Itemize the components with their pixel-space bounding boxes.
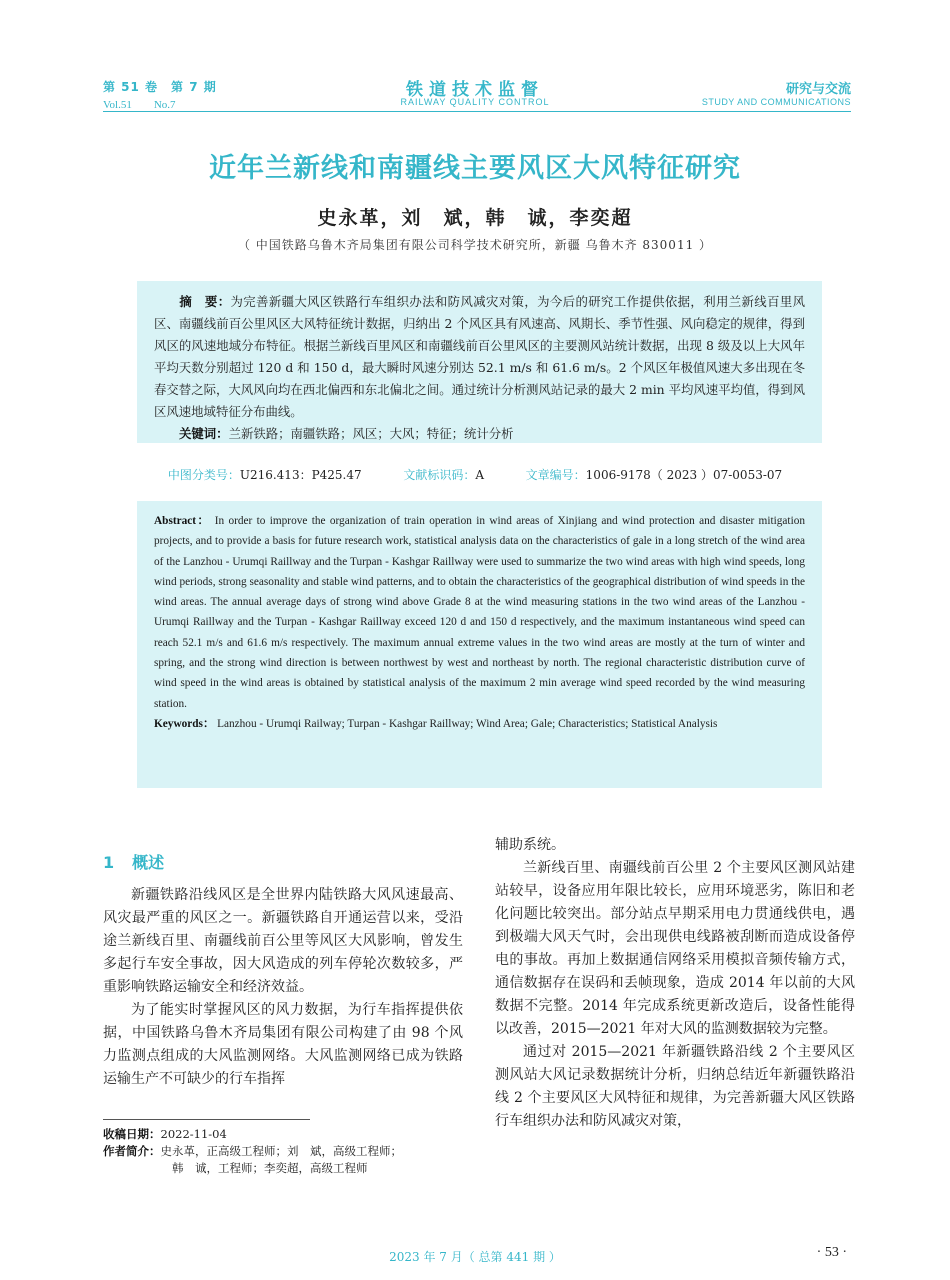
paragraph: 新疆铁路沿线风区是全世界内陆铁路大风风速最高、风灾最严重的风区之一。新疆铁路自开通运营以来，受沿途兰新线百里、南疆线前百公里等风区大风影响，曾发生多起行车安全事故，因大风造成的列车停轮次数较多，严重影响铁路运输安全和经济效益。 <box>103 887 463 995</box>
author-bio-line2: 韩 诚，工程师；李奕超，高级工程师 <box>172 1161 368 1175</box>
section-title: 概述 <box>132 853 165 872</box>
paragraph: 通过对 2015—2021 年新疆铁路沿线 2 个主要风区测风站大风记录数据统计分析，归纳总结近年新疆铁路沿线 2 个主要风区大风特征和规律，为完善新疆大风区铁路行车组织办法和防风减灾对策， <box>495 1044 855 1129</box>
received-value: 2022-11-04 <box>160 1127 227 1141</box>
header-divider <box>103 111 851 112</box>
affiliation: （ 中国铁路乌鲁木齐局集团有限公司科学技术研究所，新疆 乌鲁木齐 830011 ） <box>237 238 713 252</box>
paragraph: 为了能实时掌握风区的风力数据，为行车指挥提供依据，中国铁路乌鲁木齐局集团有限公司构建了由 98 个风力监测点组成的大风监测网络。大风监测网络已成为铁路运输生产不可缺少的行车指挥 <box>103 1002 463 1087</box>
journal-title-en: RAILWAY QUALITY CONTROL <box>400 97 550 107</box>
keywords-cn-text: 兰新铁路；南疆铁路；风区；大风；特征；统计分析 <box>228 426 514 441</box>
abstract-en <box>154 511 805 714</box>
body-right-column <box>495 834 855 1133</box>
received-label: 收稿日期： <box>103 1127 161 1141</box>
author-bio-line1: 史永革，正高级工程师；刘 斌，高级工程师； <box>160 1144 402 1158</box>
paper-title: 近年兰新线和南疆线主要风区大风特征研究 <box>209 153 741 184</box>
page-number: · 53 · <box>816 1245 847 1260</box>
abstract-en-text: In order to improve the organization of train operation in wind areas of Xinjiang and wind protection and disaster mitigation projects, and to provide a basis for future research work, statistical analysis data on the characteristics of gale in a long stretch of the wind area of the Lanzhou - Urumqi Raillway and the Turpan - Kashgar Raillway were used to summarize the two wind areas with high wind speeds, long wind periods, strong seasonality and stable wind patterns, and to obtain the characteristics of the geographical distribution of wind speeds in the wind areas. The annual average days of strong wind above Grade 8 at the wind measuring stations in the two wind areas of the Lanzhou - Urumqi Raillway and the Turpan - Kashgar Raillway exceed 120 d and 150 d respectively, and the maximum instantaneous wind speed can reach 52.1 m/s and 61.6 m/s respectively. The maximum annual extreme values in the two wind areas are mostly at the turn of winter and spring, and the strong wind direction is between northwest by west and northeast by north. The regional characteristic distribution curve of wind speed in the wind areas is obtained by statistical analysis of the maximum 2 min average wind speed recorded by the wind measuring station. <box>154 515 805 710</box>
paragraph-continued: 辅助系统。 <box>495 837 565 853</box>
keywords-cn-label: 关键词： <box>179 426 229 441</box>
abstract-cn-label: 摘 要： <box>179 294 231 309</box>
received-date <box>103 1126 483 1143</box>
author-list: 史永革，刘 斌，韩 诚，李奕超 <box>317 207 633 229</box>
issue-date: 2023 年 7 月（ 总第 441 期 ） <box>389 1250 561 1264</box>
abstract-cn-box <box>137 281 822 443</box>
clc-value: U216.413：P425.47 <box>239 468 362 482</box>
abstract-en-box <box>137 501 822 788</box>
abstract-cn-text: 为完善新疆大风区铁路行车组织办法和防风减灾对策，为今后的研究工作提供依据，利用兰新线百里风区、南疆线前百公里风区大风特征统计数据，归纳出 2 个风区具有风速高、风期长、季节性强、风向稳定的规律，得到风区的风速地域分布特征。根据兰新线百里风区和南疆线前百公里风区的主要测风站统计数据，出现 8 级及以上大风年平均天数分别超过 120 d 和 150 d，最大瞬时风速分别达 52.1 m/s 和 61.6 m/s。2 个风区年极值风速大多出现在冬春交替之际，大风风向均在西北偏西和东北偏北之间。通过统计分析测风站记录的最大 2 min 平均风速平均值，得到风区风速地域特征分布曲线。 <box>154 294 806 419</box>
keywords-cn <box>154 423 805 445</box>
column-name-en: STUDY AND COMMUNICATIONS <box>701 97 851 107</box>
body-left-column <box>103 884 463 1091</box>
doc-code-value: A <box>475 468 484 482</box>
abstract-cn <box>154 291 805 423</box>
doc-code-label: 文献标识码： <box>403 468 476 482</box>
clc-label: 中图分类号： <box>167 468 240 482</box>
paragraph: 兰新线百里、南疆线前百公里 2 个主要风区测风站建站较早，设备应用年限比较长，应用环境恶劣，陈旧和老化问题比较突出。部分站点早期采用电力贯通线供电，遇到极端大风天气时，会出现供电线路被刮断而造成设备停电的事故。再加上数据通信网络采用模拟音频传输方式，通信数据存在误码和丢帧现象，造成 2014 年以前的大风数据不完整。2014 年完成系统更新改造后，设备性能得以改善，2015—2021 年对大风的监测数据较为完整。 <box>495 860 855 1037</box>
footnote-divider <box>103 1119 310 1120</box>
section-heading <box>103 850 164 873</box>
author-bio-cont <box>103 1160 483 1177</box>
keywords-en-text: Lanzhou - Urumqi Railway; Turpan - Kashgar Raillway; Wind Area; Gale; Characteristics; Statistical Analysis <box>217 717 718 730</box>
article-number-label: 文章编号： <box>525 468 586 482</box>
keywords-en <box>154 714 805 734</box>
classification-line <box>0 466 950 483</box>
keywords-en-label: Keywords： <box>154 717 215 730</box>
article-number-value: 1006-9178（ 2023 ）07-0053-07 <box>585 468 783 482</box>
abstract-en-label: Abstract： <box>154 515 211 527</box>
footnote <box>103 1126 483 1177</box>
volume-issue-en: Vol.51 No.7 <box>103 99 176 111</box>
volume-issue-cn: 第 51 卷 第 7 期 <box>103 80 217 94</box>
author-bio <box>103 1143 483 1160</box>
journal-title-cn: 铁道技术监督 <box>406 80 544 100</box>
section-number: 1 <box>103 853 115 872</box>
column-name-cn: 研究与交流 <box>785 82 851 97</box>
author-bio-label: 作者简介： <box>103 1144 161 1158</box>
